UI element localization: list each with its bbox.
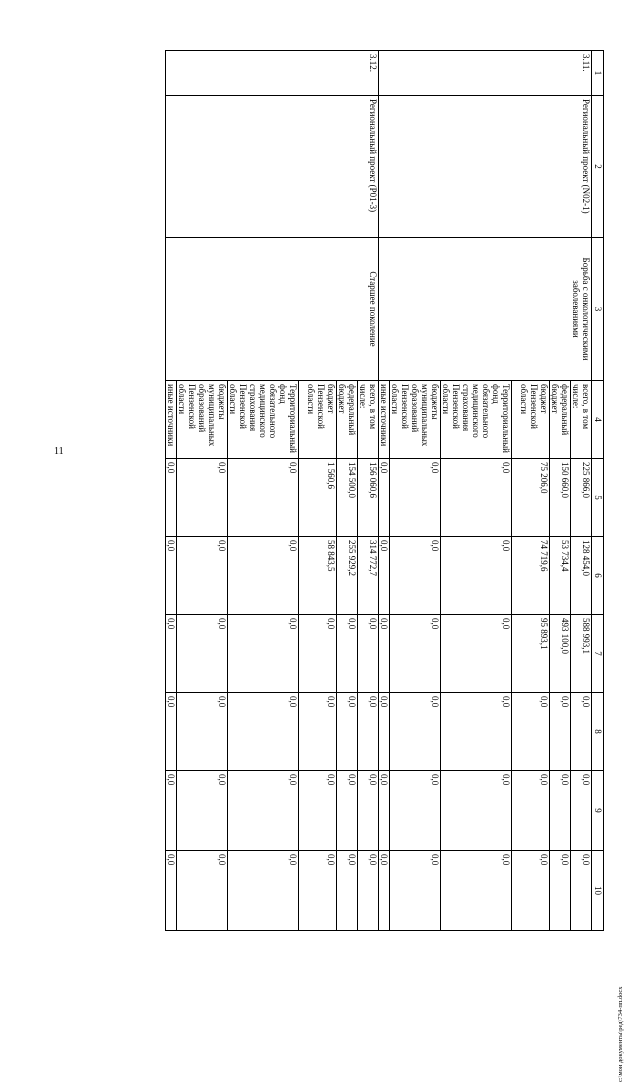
value-cell: 0,0 (177, 615, 228, 693)
header-cell: 3 (592, 238, 604, 381)
value-cell: 150 660,0 (550, 459, 571, 537)
value-cell: 0,0 (379, 615, 390, 693)
value-cell: 0,0 (441, 771, 512, 851)
value-cell: 0,0 (571, 771, 592, 851)
value-cell: 0,0 (550, 693, 571, 771)
value-cell: 0,0 (166, 459, 177, 537)
value-cell: 0,0 (571, 693, 592, 771)
value-cell: 0,0 (390, 537, 441, 615)
value-cell: 0,0 (390, 771, 441, 851)
value-cell: 0,0 (299, 851, 337, 931)
value-cell: 0,0 (228, 693, 299, 771)
table-row (358, 51, 379, 931)
value-cell: 154 500,0 (337, 459, 358, 537)
value-cell: 0,0 (441, 851, 512, 931)
row-number-cell: 3.11. (379, 51, 592, 96)
value-cell: 0,0 (228, 771, 299, 851)
value-cell: 314 772,7 (358, 537, 379, 615)
source-label-cell: всего, в том числе: (571, 381, 592, 459)
project-name-cell: Борьба с онкологическими заболеваниями (379, 238, 592, 381)
value-cell: 1 560,6 (299, 459, 337, 537)
value-cell: 0,0 (379, 693, 390, 771)
value-cell: 53 734,4 (550, 537, 571, 615)
value-cell: 0,0 (166, 851, 177, 931)
value-cell: 0,0 (299, 693, 337, 771)
value-cell: 0,0 (512, 693, 550, 771)
value-cell: 0,0 (177, 771, 228, 851)
value-cell: 0,0 (358, 615, 379, 693)
project-cell: Региональный проект (N02-1) (379, 96, 592, 238)
source-label-cell: федеральный бюджет (337, 381, 358, 459)
header-cell: 9 (592, 771, 604, 851)
value-cell: 0,0 (177, 537, 228, 615)
value-cell: 0,0 (337, 615, 358, 693)
header-cell: 7 (592, 615, 604, 693)
value-cell: 0,0 (358, 851, 379, 931)
value-cell: 0,0 (166, 771, 177, 851)
source-label-cell: бюджеты муниципальных образований Пензенской области (390, 381, 441, 459)
header-cell: 5 (592, 459, 604, 537)
row-number-cell: 3.12. (166, 51, 379, 96)
project-name-cell: Старшее поколение (166, 238, 379, 381)
value-cell: 0,0 (337, 851, 358, 931)
source-label-cell: бюджет Пензенской области (299, 381, 337, 459)
value-cell: 0,0 (571, 851, 592, 931)
source-label-cell: бюджеты муниципальных образований Пензенской области (177, 381, 228, 459)
source-label-cell: Территориальный фонд обязательного медицинского страхования Пензенской области (228, 381, 299, 459)
value-cell: 0,0 (299, 771, 337, 851)
header-row (592, 51, 604, 931)
value-cell: 0,0 (390, 459, 441, 537)
value-cell: 0,0 (337, 771, 358, 851)
value-cell: 0,0 (441, 459, 512, 537)
value-cell: 58 843,5 (299, 537, 337, 615)
source-label-cell: иные источники (379, 381, 390, 459)
value-cell: 225 866,0 (571, 459, 592, 537)
header-cell: 8 (592, 693, 604, 771)
header-cell: 4 (592, 381, 604, 459)
value-cell: 0,0 (379, 537, 390, 615)
value-cell: 0,0 (390, 851, 441, 931)
project-cell: Региональный проект (P01-3) (166, 96, 379, 238)
value-cell: 0,0 (512, 771, 550, 851)
value-cell: 0,0 (379, 851, 390, 931)
page-number: 11 (54, 446, 64, 457)
value-cell: 0,0 (228, 459, 299, 537)
value-cell: 0,0 (358, 693, 379, 771)
value-cell: 0,0 (177, 693, 228, 771)
source-label-cell: федеральный бюджет (550, 381, 571, 459)
value-cell: 0,0 (441, 537, 512, 615)
table-row (571, 51, 592, 931)
value-cell: 0,0 (228, 851, 299, 931)
value-cell: 0,0 (177, 851, 228, 931)
value-cell: 493 100,0 (550, 615, 571, 693)
value-cell: 128 454,0 (571, 537, 592, 615)
value-cell: 588 993,1 (571, 615, 592, 693)
value-cell: 0,0 (390, 693, 441, 771)
header-cell: 1 (592, 51, 604, 96)
source-label-cell: всего, в том числе: (358, 381, 379, 459)
value-cell: 0,0 (441, 693, 512, 771)
source-label-cell: иные источники (166, 381, 177, 459)
value-cell: 0,0 (512, 851, 550, 931)
funding-table (165, 50, 604, 931)
footer-file-path: c:\мои документы\ред\734-пп.docx (617, 986, 624, 1082)
value-cell: 156 060,6 (358, 459, 379, 537)
value-cell: 0,0 (177, 459, 228, 537)
value-cell: 0,0 (299, 615, 337, 693)
value-cell: 0,0 (379, 771, 390, 851)
rotated-table-container (90, 50, 604, 930)
value-cell: 95 893,1 (512, 615, 550, 693)
value-cell: 75 206,0 (512, 459, 550, 537)
value-cell: 0,0 (550, 771, 571, 851)
value-cell: 0,0 (166, 615, 177, 693)
header-cell: 2 (592, 96, 604, 238)
value-cell: 0,0 (337, 693, 358, 771)
value-cell: 0,0 (441, 615, 512, 693)
value-cell: 0,0 (358, 771, 379, 851)
value-cell: 0,0 (228, 615, 299, 693)
value-cell: 74 719,6 (512, 537, 550, 615)
value-cell: 0,0 (379, 459, 390, 537)
value-cell: 0,0 (166, 693, 177, 771)
source-label-cell: Территориальный фонд обязательного медицинского страхования Пензенской области (441, 381, 512, 459)
value-cell: 0,0 (390, 615, 441, 693)
header-cell: 6 (592, 537, 604, 615)
value-cell: 0,0 (166, 537, 177, 615)
source-label-cell: бюджет Пензенской области (512, 381, 550, 459)
value-cell: 255 929,2 (337, 537, 358, 615)
value-cell: 0,0 (550, 851, 571, 931)
header-cell: 10 (592, 851, 604, 931)
value-cell: 0,0 (228, 537, 299, 615)
